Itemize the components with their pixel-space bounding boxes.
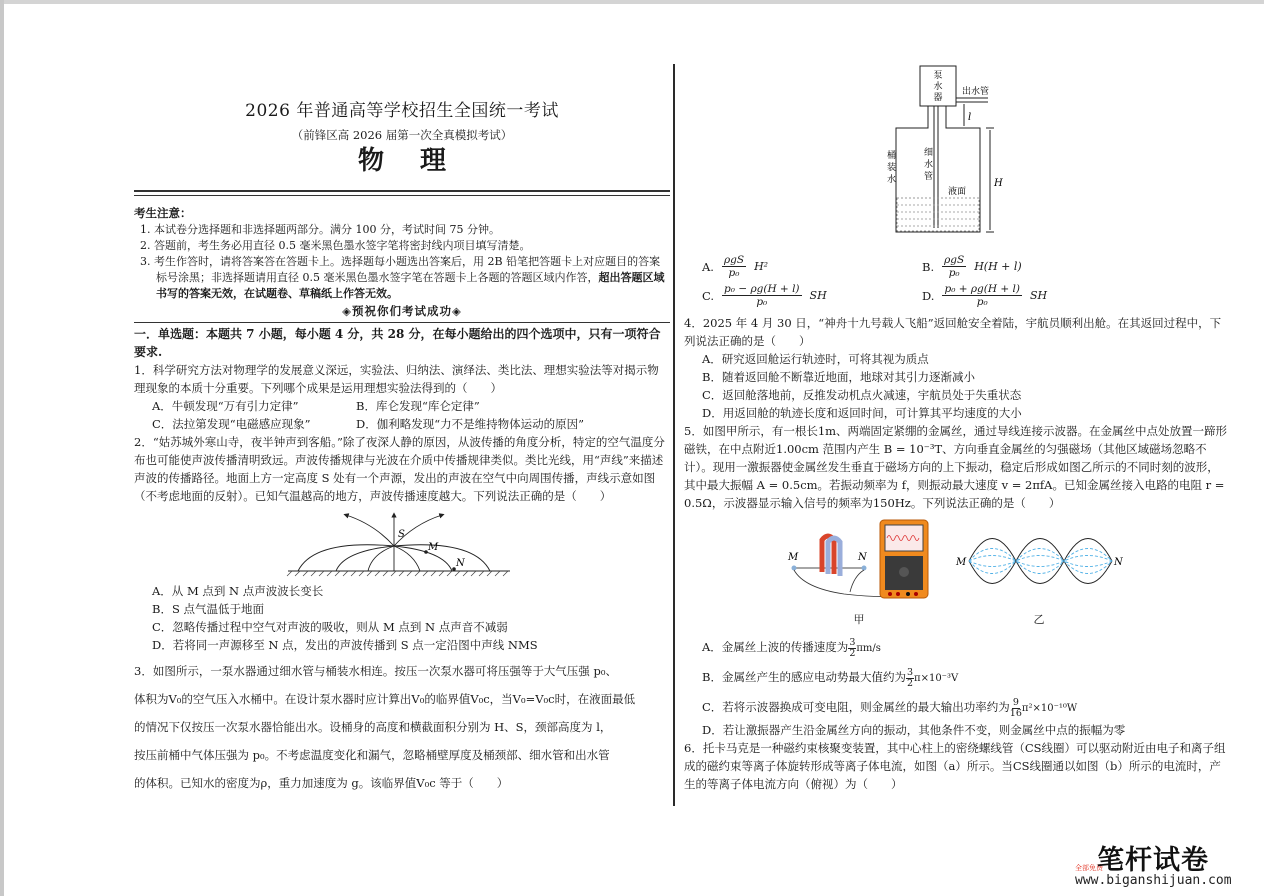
question-1-options-row-1 <box>134 397 670 415</box>
q3-line-5: 的体积。已知水的密度为ρ，重力加速度为 g。该临界值V₀c 等于（ ） <box>134 776 509 790</box>
q5-option-c[interactable]: C．若将示波器换成可变电阻，则金属丝的最大输出功率约为 $\frac{9}{16}$ π²×10⁻¹⁰W <box>702 696 1078 719</box>
caption-yi: 乙 <box>1033 613 1045 626</box>
question-3-options <box>684 254 1229 308</box>
question-6-stem: 6．托卡马克是一种磁约束核聚变装置，其中心柱上的密绕螺线管（CS线圈）可以驱动附近由电子和离子组成的磁约束等离子体旋转形成等离子体电流，如图（a）所示。当CS线圈通以如图（b）所示的电流时，产生的等离子体电流方向（俯视）为（ ） <box>684 741 1226 791</box>
svg-text:管: 管 <box>924 172 934 182</box>
q4-option-c[interactable]: C．返回舱落地前，反推发动机点火减速，宇航员处于失重状态 <box>702 388 1022 402</box>
q5-option-b[interactable]: B．金属丝产生的感应电动势最大值约为 $\frac{3}{2}$ π×10⁻³V <box>702 666 959 689</box>
left-column <box>134 96 670 802</box>
sound-ray-diagram <box>284 509 514 577</box>
notice-item-3: 3. 考生作答时，请将答案答在答题卡上。选择题每小题选出答案后，用 2B 铅笔把答题卡上对应题目的答案标号涂黑；非选择题请用直径 0.5 毫米黑色墨水签字笔在答题卡上各题的答题区域内作答，超出答题区域书写的答案无效，在试题卷、草稿纸上作答无效。 <box>140 255 665 300</box>
label-pump: 泵 <box>933 71 943 81</box>
section-1-heading: 一．单选题：本题共 7 小题，每小题 4 分，共 28 分，在每小题给出的四个选项中，只有一项符合要求. <box>134 327 661 359</box>
section-rule <box>134 322 670 323</box>
question-4-stem: 4．2025 年 4 月 30 日，“神舟十九号载人飞船”返回舱安全着陆，宇航员顺利出舱。在其返回过程中，下列说法正确的是（ ） <box>684 316 1222 348</box>
svg-text:水: 水 <box>887 175 897 185</box>
question-1-options-row-2 <box>134 415 670 433</box>
header-rule <box>134 190 670 196</box>
q3-option-d[interactable]: D. $\frac{\text{p₀ + ρg(H + l)}}{\text{p₀}}$ SH <box>922 283 1048 308</box>
q2-option-a[interactable]: A．从 M 点到 N 点声波波长变长 <box>152 584 324 598</box>
svg-text:细: 细 <box>924 148 934 158</box>
svg-text:M: M <box>956 557 967 568</box>
label-l: l <box>968 112 972 123</box>
q2-option-d[interactable]: D．若将同一声源移至 N 点，发出的声波传播到 S 点一定沿图中声线 NMS <box>152 638 538 652</box>
q3-line-4: 按压前桶中气体压强为 p₀。不考虑温度变化和漏气，忽略桶壁厚度及桶颈部、细水管和出水管 <box>134 748 610 762</box>
label-m: M <box>428 542 439 553</box>
question-3-stem <box>134 662 670 792</box>
column-divider <box>673 64 675 806</box>
question-1-stem: 1．科学研究方法对物理学的发展意义深远，实验法、归纳法、演绎法、类比法、理想实验法等对揭示物理现象的本质十分重要。下列哪个成果是运用理想实验法得到的（ ） <box>134 363 659 395</box>
svg-text:桶: 桶 <box>887 151 897 161</box>
q3-option-a[interactable]: A. $\frac{\text{ρgS}}{\text{p₀}}$ H² <box>702 254 769 279</box>
label-h: H <box>994 178 1003 189</box>
svg-text:水: 水 <box>924 160 934 170</box>
fraction: $\frac{\text{p₀ + ρg(H + l)}}{\text{p₀}}$ <box>944 283 1020 308</box>
label-n: N <box>456 558 465 569</box>
good-luck-banner: ◈预祝你们考试成功◈ <box>342 304 462 318</box>
svg-text:装: 装 <box>887 163 897 173</box>
q5-option-a[interactable]: A．金属丝上波的传播速度为 $\frac{3}{2}$ πm/s <box>702 636 881 659</box>
svg-text:器: 器 <box>933 93 943 103</box>
question-2-stem: 2．“姑苏城外寒山寺，夜半钟声到客船。”除了夜深人静的原因，从波传播的角度分析，特定的空气温度分布也可能使声波传播清明致远。声波传播规律与光波在介质中传播规律类似。类比光线，用“声线”来描述声波的传播路径。地面上方一定高度 S 处有一个声源，发出的声波在空气中向周围传播，声线示意如图（不考虑地面的反射）。已知气温越高的地方，声波传播速度越大。下列说法正确的是（ ） <box>134 435 665 503</box>
notice-item-1: 1. 本试卷分选择题和非选择题两部分。满分 100 分，考试时间 75 分钟。 <box>140 223 500 236</box>
question-5-figures <box>784 516 1229 629</box>
q4-option-b[interactable]: B．随着返回舱不断靠近地面，地球对其引力逐渐减小 <box>702 370 975 384</box>
q3-option-b[interactable]: B. $\frac{\text{ρgS}}{\text{p₀}}$ H(H + l) <box>922 254 1022 279</box>
fraction: $\frac{\text{p₀ − ρg(H + l)}}{\text{p₀}}$ <box>724 283 800 308</box>
q1-option-d[interactable]: D．伽利略发现“力不是维持物体运动的原因” <box>356 417 584 431</box>
q3-option-c[interactable]: C. $\frac{\text{p₀ − ρg(H + l)}}{\text{p₀}}$ SH <box>702 283 827 308</box>
svg-text:M: M <box>788 552 799 563</box>
q1-option-c[interactable]: C．法拉第发现“电磁感应现象” <box>152 417 311 431</box>
figure-jia <box>784 516 934 629</box>
notice-heading: 考生注意： <box>134 206 192 220</box>
q4-option-d[interactable]: D．用返回舱的轨迹长度和返回时间，可计算其平均速度的大小 <box>702 406 1022 420</box>
svg-text:N: N <box>858 552 867 563</box>
watermark-title: 笔杆试卷 <box>1097 845 1209 876</box>
q4-option-a[interactable]: A．研究返回舱运行轨迹时，可将其视为质点 <box>702 352 929 366</box>
q3-line-2: 体积为V₀的空气压入水桶中。在设计泵水器时应计算出V₀的临界值V₀c，当V₀=V₀c时，在液面最低 <box>134 692 636 706</box>
q1-option-b[interactable]: B．库仑发现“库仑定律” <box>356 399 480 413</box>
q3-line-3: 的情况下仅按压一次泵水器恰能出水。设桶身的高度和横截面积分别为 H、S，颈部高度为 l， <box>134 720 612 734</box>
water-pump-diagram <box>884 60 1034 245</box>
subject-title: 物理 <box>357 146 482 176</box>
oscilloscope-setup-diagram <box>784 516 934 606</box>
watermark-url[interactable]: www.biganshijuan.com <box>1075 873 1232 888</box>
q2-option-b[interactable]: B．S 点气温低于地面 <box>152 602 264 616</box>
fraction: $\frac{\text{ρgS}}{\text{p₀}}$ <box>944 254 965 279</box>
notice-item-2: 2. 答题前，考生务必用直径 0.5 毫米黑色墨水签字笔将密封线内项目填写清楚。 <box>140 239 531 252</box>
exam-subtitle: （前锋区高 2026 届第一次全真模拟考试） <box>291 128 513 142</box>
label-s: S <box>398 529 405 540</box>
question-5-stem: 5．如图甲所示，有一根长1m、两端固定紧绷的金属丝，通过导线连接示波器。在金属丝中点处放置一蹄形磁铁，在中点附近1.00cm 范围内产生 B = 10⁻³T、方向垂直金属丝的匀强磁场（其他区域磁场忽略不计）。现用一激振器使金属丝发生垂直于磁场方向的上下振动，稳定后形成如图乙所示的不同时刻的波形，其中最大振幅 A = 0.5cm。若振动频率为 f，则振动最大速度 v = 2πfA。已知金属丝接入电路的电阻 r = 0.5Ω，示波器显示输入信号的频率为150Hz。下列说法正确的是（ ） <box>684 424 1228 510</box>
label-surface: 液面 <box>948 187 967 197</box>
q5-option-d[interactable]: D．若让激振器产生沿金属丝方向的振动，其他条件不变，则金属丝中点的振幅为零 <box>702 723 1126 737</box>
q1-option-a[interactable]: A．牛顿发现“万有引力定律” <box>152 399 299 413</box>
svg-text:水: 水 <box>933 82 943 92</box>
q3-line-1: 3．如图所示，一泵水器通过细水管与桶装水相连。按压一次泵水器可将压强等于大气压强 p₀、 <box>134 664 617 678</box>
right-column <box>684 60 1229 793</box>
svg-text:N: N <box>1114 557 1123 568</box>
standing-wave-diagram <box>954 516 1124 606</box>
figure-yi <box>954 516 1124 629</box>
free-badge: 全部免费 <box>1075 864 1103 872</box>
exam-title: 2026 年普通高等学校招生全国统一考试 <box>245 101 559 121</box>
fraction: $\frac{\text{ρgS}}{\text{p₀}}$ <box>723 254 745 279</box>
site-watermark <box>1075 838 1255 888</box>
label-outlet: 出水管 <box>962 87 990 97</box>
notice-item-3-bold: 超出答题区域书写的答案无效，在试题卷、草稿纸上作答无效。 <box>156 271 665 300</box>
q2-option-c[interactable]: C．忽略传播过程中空气对声波的吸收，则从 M 点到 N 点声音不减弱 <box>152 620 508 634</box>
caption-jia: 甲 <box>853 613 865 626</box>
